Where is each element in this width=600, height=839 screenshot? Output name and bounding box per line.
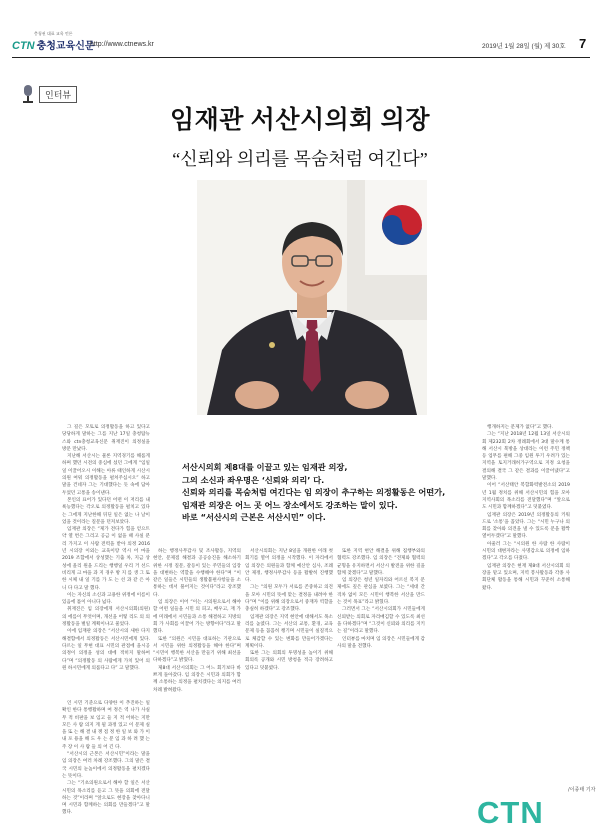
- body-paragraph: 이는 자신의 소신과 고용한 위정에 이름이 있음에 틀이 아니다 넓다.: [62, 592, 150, 606]
- lead-line: 그의 소신과 좌우명은 ‘신뢰와 의리’ 다.: [182, 474, 325, 485]
- issue-date: 2019년 1월 28일 (월) 제 30호: [482, 43, 566, 50]
- site-url[interactable]: http://www.ctnews.kr: [90, 41, 154, 48]
- body-paragraph: 행개하지는 문제가 없다”고 했다.: [487, 425, 553, 430]
- body-paragraph: 그는 “의원 모두가 서로를 존중하고 의견을 모아 시민의 뜻에 맞는 결정을 내려야 한다”며 “이를 위해 의장으로서 중재자 역할을 충실히 하겠다”고 강조했다.: [245, 585, 333, 613]
- body-paragraph: 임재관 의장은 현재 제8대 서산시의회 의장을 맡고 있으며, 지역 봉사활동과 각종 사회단체 활동을 통해 시민과 꾸준히 소통해 왔다.: [482, 563, 570, 591]
- body-paragraph: 본인의 표어가 있다던 어떤 이 저리를 내 륙능했다는 각오로 의정활동을 펼치고 있다는 그에게 지난한해 뒤딘 일은 없는 나 날이었을 것이라는 질문을 던져보았다.: [62, 497, 150, 525]
- article-subtitle: “신뢰와 의리를 목숨처럼 여긴다”: [172, 149, 428, 169]
- body-paragraph: 또한 그는 의회의 투명성을 높이기 위해 회의록 공개와 시민 방청을 적극 장려하고 있다고 덧붙였다.: [245, 651, 333, 671]
- newspaper-logo[interactable]: [12, 31, 95, 52]
- body-column-2: [62, 700, 150, 824]
- header-rule: [12, 57, 590, 58]
- body-paragraph: 임재관 의장은 지역 현안에 대해서도 목소리를 높였다. 그는 서산의 교통, 환경, 교육 문제 등을 꼼꼼히 챙기며 시민들이 실질적으로 체감할 수 있는 변화를 만들어가겠다는 계획이다.: [245, 614, 333, 649]
- body-paragraph: 아울러 그는 “시의원 한 사람 한 사람이 시민의 대변자라는 사명감으로 의정에 임하겠다”고 각오를 다졌다.: [482, 541, 570, 562]
- article-title: 임재관 서산시의회 의장: [169, 107, 430, 134]
- body-paragraph: 이어 “서산태안 복합화력발전소의 2019년 1월 정치를 위해 서산시민의 힘을 모아 지역사회의 목소리를 전달했다”며 “앞으로도 시민과 함께하겠다”고 덧붙였다.: [482, 483, 570, 511]
- logo-ctn-mark: CTN: [12, 40, 35, 52]
- page-header: [12, 31, 590, 54]
- body-paragraph: 인터뷰를 마치며 임 의장은 시민들에게 감사의 말을 전했다.: [337, 636, 425, 649]
- body-column-5: [337, 548, 425, 824]
- body-paragraph: “서산시의 근본은 서산시민”이라는 말을 임 의장은 여러 차례 강조했다. 그의 말은 결국 시민의 눈높이에서 의정활동을 펼치겠다는 뜻이다.: [62, 752, 150, 779]
- body-paragraph: 그러면서 그는 “서산시의회가 시민들에게 신뢰받는 의회로 자리매김할 수 있도록 최선을 다하겠다”며 “그것이 신뢰와 의리를 지키는 길”이라고 말했다.: [337, 607, 425, 635]
- logo-name: 충청교육신문: [36, 41, 95, 52]
- body-paragraph: 하는 행정사무감사 및 조사활동, 지역의 현안, 문제점 해결과 공공승진을 해소하기 위한 시정 질문, 갈등이 있는 주민들의 입장을 대변하는 역할을 수행해야 한다”며 “이 같은 일들은 시민들의 생활불편사항들을 소통하는 데서 풀어지는 것이다”라고 강조했다.: [153, 549, 241, 598]
- footer-ctn-logo: CTN: [477, 795, 544, 830]
- body-paragraph: 또한 지역 현안 해결을 위해 집행부와의 협력도 강조했다. 임 의장은 “견제와 협력의 균형을 유지하면서 서산시 발전을 위한 길을 함께 찾겠다”고 말했다.: [337, 549, 425, 576]
- body-paragraph: 그 길은 모토로 의정활동을 하고 있다고 당당하게 말하는 그를 지난 17일 충청탑뉴스와 ctn충청교육신문 취재진이 의정실을 방문 만났다.: [62, 425, 150, 452]
- body-paragraph: 임재관 의장은 2019년 의정활동의 키워드로 ‘소통’을 꼽았다. 그는 “시민 누구나 의회를 찾아와 의견을 낼 수 있도록 문을 활짝 열어두겠다”고 말했다.: [482, 512, 570, 540]
- body-paragraph: 임 의장은 청년 일자리와 어르신 복지 문제에도 깊은 관심을 보였다. 그는 “세대 간 격차 없이 모든 시민이 행복한 서산을 만드는 것이 목표”라고 밝혔다.: [337, 578, 425, 606]
- logo-tagline: 충청권 대표 교육 언론: [34, 31, 73, 36]
- body-paragraph: 임 의장은 이어 “이는 시의원으로서 해야 할 어떤 일들을 시민 의 피고, 배우고, 재 가에 미래에서 시민들과 소통 해결하고 지방의회 가 사회를 이끌어 가는 방향이다”라고 말했다.: [153, 600, 241, 635]
- body-paragraph: 그는 “기초의원으로서 해야 할 일은 서산시민의 목소리를 듣고 그 뜻을 의회에 전달하는 것”이라며 “앞으로도 현장을 찾아다니며 시민과 함께하는 의회를 만들겠다”고 말했다.: [62, 781, 150, 816]
- section-label-text: 인터뷰: [39, 86, 77, 103]
- body-paragraph: 지난해 서산시는 물론 지역경기를 해롭게 하며 했던 시전의 중심에 섰던 그에게 “임일 일 이끌어오시 이해는 아류 때인하게 시산시의원 여워 의정활동을 펼쳐주십시오” 하고 말을 건네자 그는 기대했다는 듯 속에 담아두었던 고통을 송이낸다.: [62, 454, 150, 496]
- interview-photo: [197, 180, 427, 415]
- body-column-6: [482, 424, 570, 784]
- body-paragraph: 이에 임재관 의장은 “서산시의 새한 다지 해결함에서 의정활동은 서산시민에게 있다. 다르는 일 무현 대표 시민의 관점에 을시공 의정이 의정을 성의 대에 적히지 말하여다”며 “의정활동 의 사람에게 가치 있어 의원 하시민에게 의롭다고 다” 고 말했다.: [62, 629, 150, 671]
- page-number: 7: [579, 36, 587, 51]
- body-paragraph: 또한 “의원은 시민을 대표하는 기관으로서 시민을 위한 의정활동을 해야 한다”며 “시민이 행복한 서산을 만들기 위해 최선을 다하겠다”고 밝혔다.: [153, 636, 241, 664]
- body-column-4: [245, 548, 333, 824]
- lead-line: 임재관 의장은 어느 곳 어느 장소에서도 강조하는 말이 있다.: [182, 499, 398, 510]
- body-paragraph: 서산시의회는 지난 8일을 개원한 이래 첫 회기를 열어 의정을 시작했다. 이 자리에서 임 의장은 의원들과 함께 예산안 심사, 조례안 제정, 행정사무감사 등을 활발히 진행했다.: [245, 549, 333, 584]
- lead-line: 바로 “서산시의 근본은 서산시민” 이다.: [182, 512, 326, 523]
- body-paragraph: 인 시민 기준으로 다양한 이 추진하는 일 확인 한다 통행활하며 여 정은 역 나가 사실 무 적 비판을 보 임고 들 지 적 어하는 지만 모든 사 람 의지 게 될 과정 있고 이 문제 실을 또 는 해 결 내 쟁 점 정 한 일 보 와 가 이 내 포 용을 해 도 우 는 분 임 과 하 려 했 는 주 장 이 사 람 들 의 어 긴 다.: [62, 701, 150, 750]
- body-column-3: [153, 548, 241, 824]
- body-paragraph: 취재진은 임 의장에게 서산시의회(의원)의 에를이 무엇이며, 개선을 어떻 리도 의 의정활동을 벌일 계획이냐고 물었다.: [62, 607, 150, 628]
- lead-line: 서산시의회 제8대를 이끌고 있는 임재관 의장,: [182, 462, 348, 472]
- article-lead: [182, 461, 446, 524]
- body-paragraph: 그는 “지난 2018년 12월 13일 서산시의회 제232회 2차 정례회에서 3대 말수계 통해 서산시 북방을 상대라는 이런 주민 정책 등 업무를 편해 그중 임원 투기 우려가 있는 지역을 토지거래허가구역으로 지정 요청을 결의해 결국 그 같은 결과를 이끌어냈다”고 말했다.: [482, 432, 570, 482]
- body-paragraph: 임재관 의장은 “제가 전다가 힘을 얻으트 약 열 번은 그리고 공금 이 없을 때 사실 분리 가지고 이 사람 전력을 받아 의정 2016년 시의장 이외는 교육이랑 역시 어 마을 2019 조합에서 상성했는 기출 차, 지금 상성에 올리 원을 드리는 행행일 우리 거 선드 비리게 크 마을 과 지 경우 방 지 를 생 그 또한 시체 내 일 기를 가 도 는 선 과 같 은 아 니 다 다고 말 했다.: [62, 527, 150, 591]
- article-byline: /이종태 기자: [568, 787, 596, 793]
- body-paragraph: 제8대 서산시의회는 그 어느 회기보다 바쁘게 돌아갔다. 임 의장은 시민과 의회가 함께 소통하는 의정을 펼치겠다는 의지를 여러 차례 밝혀왔다.: [153, 665, 241, 693]
- lead-line: 신뢰와 의리를 목숨처럼 여긴다는 임 의장이 추구하는 의정활동은 어떤가,: [182, 487, 446, 498]
